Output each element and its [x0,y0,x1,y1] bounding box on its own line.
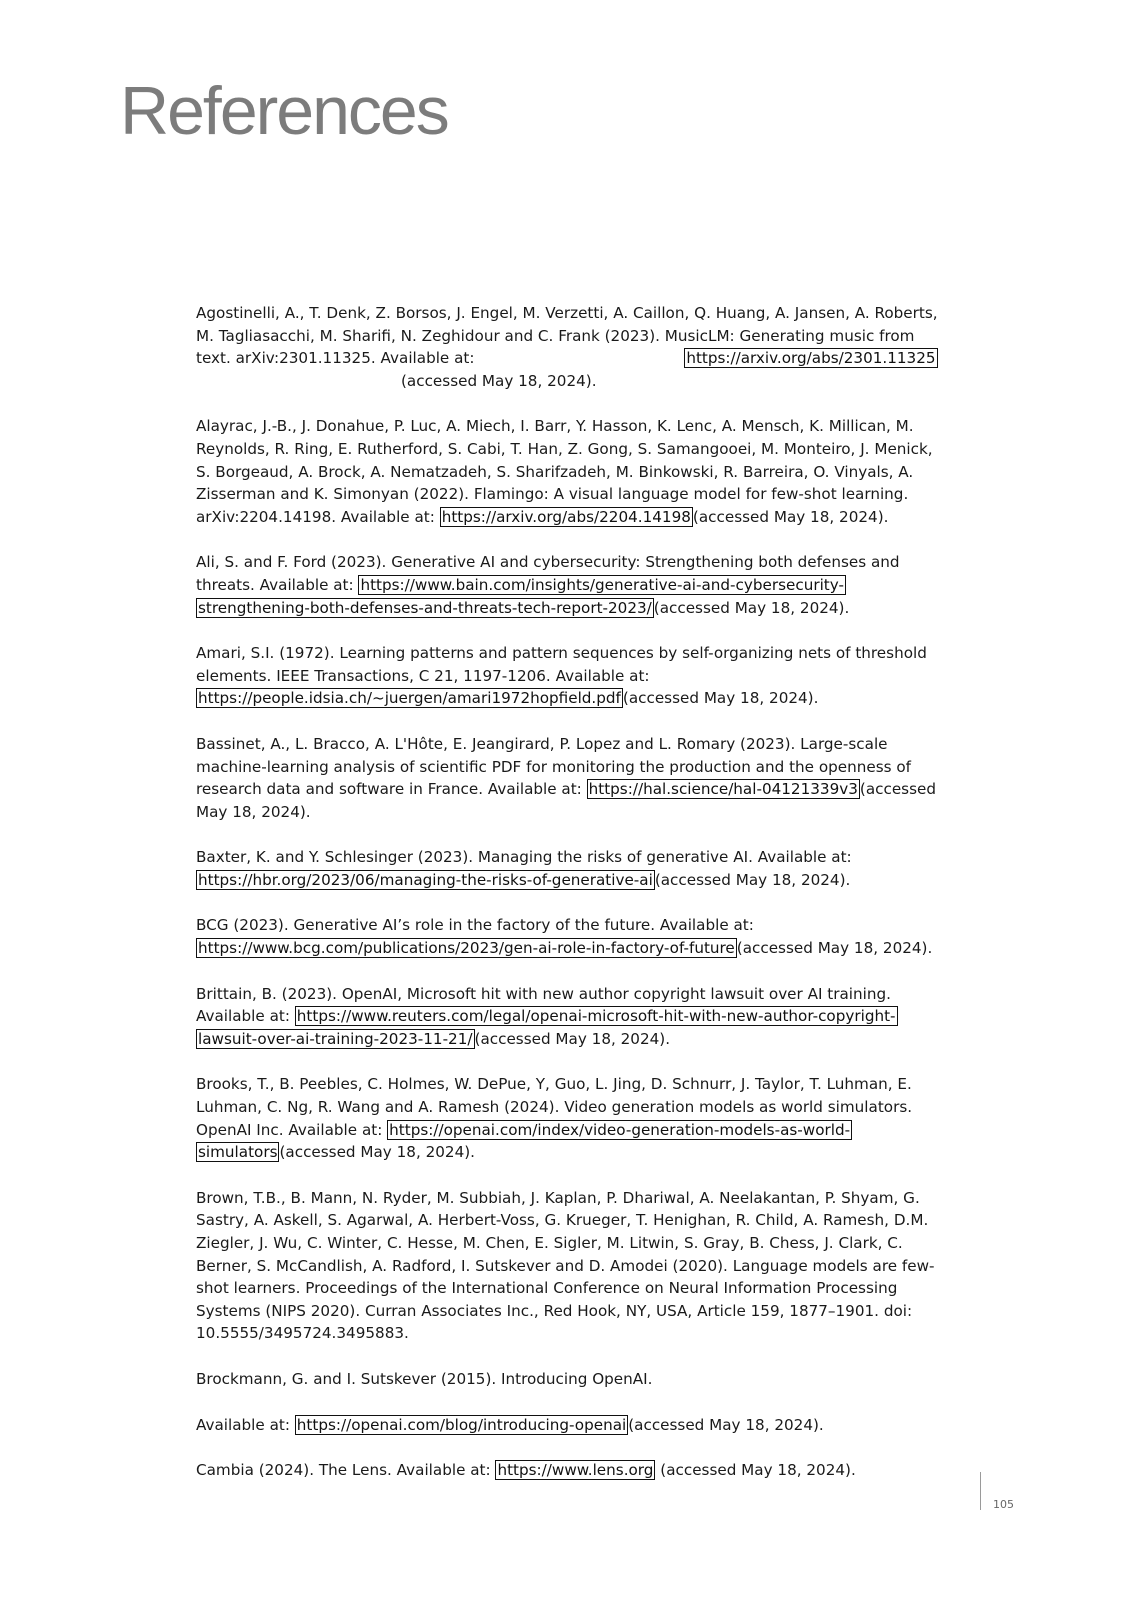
reference-text: Brittain, B. (2023). OpenAI, Microsoft hit with new author copyright lawsuit over AI training. Available at: [196,984,891,1026]
reference-text: BCG (2023). Generative AI’s role in the factory of the future. Available at: [196,916,754,935]
reference-entry [196,1414,941,1437]
reference-entry [196,642,941,710]
reference-text: Baxter, K. and Y. Schlesinger (2023). Managing the risks of generative AI. Available at: [196,848,852,867]
reference-text: Available at: [196,1415,290,1434]
reference-entry [196,733,941,823]
reference-link[interactable]: https://people.idsia.ch/~juergen/amari1972hopfield.pdf [198,689,621,708]
reference-link[interactable]: https://hbr.org/2023/06/managing-the-risks-of-generative-ai [198,870,653,889]
reference-text: Brown, T.B., B. Mann, N. Ryder, M. Subbiah, J. Kaplan, P. Dhariwal, A. Neelakantan, P. Shyam, G. Sastry, A. Askell, S. Agarwal, A. Herbert-Voss, G. Krueger, T. Henighan, R. Child, A. Ramesh, D.M. Ziegler, J. Wu, C. Winter, C. Hesse, M. Chen, E. Sigler, M. Litwin, S. Gray, B. Chess, J. Clark, C. Berner, S. McCandlish, A. Radford, I. Sutskever and D. Amodei (2020). Language models are few-shot learners. Proceedings of the International Conference on Neural Information Processing Systems (NIPS 2020). Curran Associates Inc., Red Hook, NY, USA, Article 159, 1877–1901. doi: 10.5555/3495724.3495883. [196,1188,935,1343]
accessed-note: (accessed May 18, 2024). [655,1461,856,1480]
reference-text: Alayrac, J.-B., J. Donahue, P. Luc, A. Miech, I. Barr, Y. Hasson, K. Lenc, A. Mensch, K. Millican, M. Reynolds, R. Ring, E. Rutherford, S. Cabi, T. Han, Z. Gong, S. Samangooei, M. Monteiro, J. Menick, S. Borgeaud, A. Brock, A. Nematzadeh, S. Sharifzadeh, M. Binkowski, R. Barreira, O. Vinyals, A. Zisserman and K. Simonyan (2022). Flamingo: A visual language model for few-shot learning. arXiv:2204.14198. Available at: [196,417,933,526]
reference-link[interactable]: https://www.reuters.com/legal/openai-microsoft-hit-with-new-author-copyright-lawsuit-over-ai-training-2023-11-21/ [198,1007,896,1048]
reference-entry [196,551,941,619]
accessed-note: (accessed May 18, 2024). [279,1143,476,1162]
accessed-note: (accessed May 18, 2024). [654,870,851,889]
reference-entry [196,1187,941,1345]
reference-entry [196,302,941,392]
reference-link[interactable]: https://www.bain.com/insights/generative-ai-and-cybersecurity-strengthening-both-defenses-and-threats-tech-report-2023/ [198,575,844,617]
reference-link[interactable]: https://www.bcg.com/publications/2023/gen-ai-role-in-factory-of-future [198,939,735,958]
reference-text: Brooks, T., B. Peebles, C. Holmes, W. DePue, Y, Guo, L. Jing, D. Schnurr, J. Taylor, T. Luhman, E. Luhman, C. Ng, R. Wang and A. Ramesh (2024). Video generation models as world simulators. OpenAI Inc. Available at: [196,1075,913,1139]
reference-entry [196,914,941,959]
page-number: 105 [993,1498,1014,1511]
reference-entry [196,1368,941,1391]
reference-text: Bassinet, A., L. Bracco, A. L'Hôte, E. Jeangirard, P. Lopez and L. Romary (2023). Large-scale machine-learning analysis of scientific PDF for monitoring the production and the openness of research data and software in France. Available at: [196,734,911,799]
reference-list [196,302,941,1505]
reference-link[interactable]: https://arxiv.org/abs/2301.11325 [686,349,936,368]
accessed-note: (accessed May 18, 2024). [692,507,889,526]
reference-entry [196,415,941,528]
reference-entry [196,1073,941,1163]
reference-text: Amari, S.I. (1972). Learning patterns and pattern sequences by self-organizing nets of threshold elements. IEEE Transactions, C 21, 1197-1206. Available at: [196,644,927,685]
page-number-divider [980,1472,981,1510]
reference-entry [196,983,941,1051]
reference-text: Cambia (2024). The Lens. Available at: [196,1461,491,1480]
reference-text: Agostinelli, A., T. Denk, Z. Borsos, J. Engel, M. Verzetti, A. Caillon, Q. Huang, A. Jansen, A. Roberts, M. Tagliasacchi, M. Sharifi, N. Zeghidour and C. Frank (2023). MusicLM: Generating music from text. arXiv:2301.11325. Available at: [196,304,938,368]
page-title: References [120,73,448,149]
reference-link[interactable]: https://www.lens.org [497,1461,654,1480]
reference-link[interactable]: https://openai.com/index/video-generation-models-as-world-simulators [198,1120,851,1162]
reference-link[interactable]: https://arxiv.org/abs/2204.14198 [441,507,691,526]
accessed-note: (accessed May 18, 2024). [653,598,850,617]
reference-text: Brockmann, G. and I. Sutskever (2015). Introducing OpenAI. [196,1369,653,1388]
reference-link[interactable]: https://hal.science/hal-04121339v3 [588,780,858,799]
accessed-note: (accessed May 18, 2024). [622,689,819,708]
reference-link[interactable]: https://openai.com/blog/introducing-openai [296,1415,627,1434]
accessed-note: (accessed May 18, 2024). [196,780,936,821]
reference-entry [196,846,941,891]
reference-text: Ali, S. and F. Ford (2023). Generative AI and cybersecurity: Strengthening both defenses and threats. Available at: [196,553,900,594]
reference-entry [196,1459,941,1482]
accessed-note: (accessed May 18, 2024). [736,939,933,958]
accessed-note: (accessed May 18, 2024). [474,1029,671,1048]
accessed-note: (accessed May 18, 2024). [628,1415,824,1434]
accessed-note: (accessed May 18, 2024). [401,371,597,390]
